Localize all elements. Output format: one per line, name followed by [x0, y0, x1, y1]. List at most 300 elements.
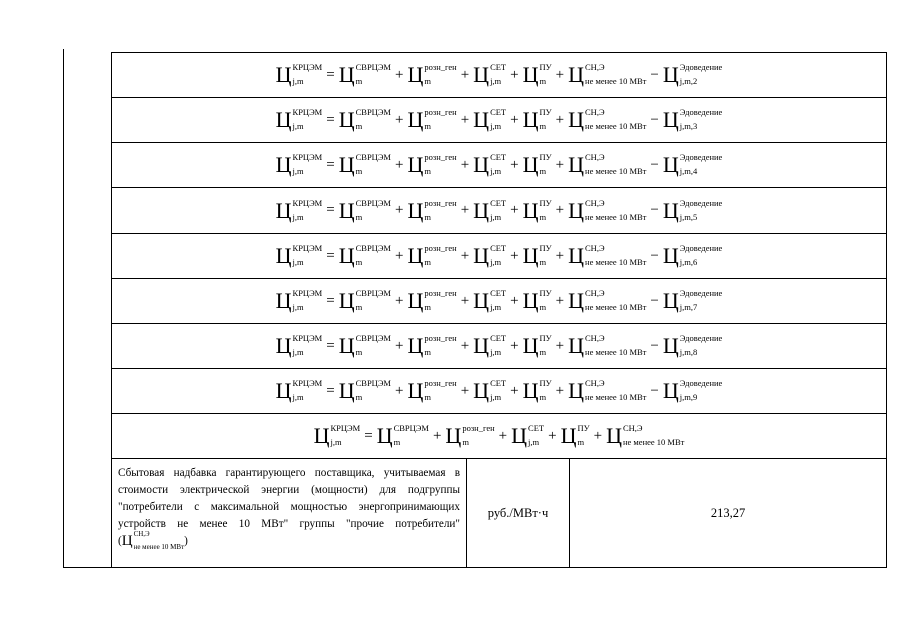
term-rozn-gen — [407, 154, 456, 176]
lhs-term — [276, 64, 323, 86]
equals-sign: = — [326, 156, 335, 173]
term-set-superscript: СЕТ — [490, 333, 507, 344]
minus-sign: − — [650, 66, 659, 83]
term-set — [473, 335, 506, 357]
term-rozn-gen-superscript: розн_ген — [424, 107, 457, 118]
lhs-term — [276, 290, 323, 312]
lhs-term — [276, 380, 323, 402]
lhs-term-subscript: j,m — [292, 121, 304, 131]
formula — [276, 380, 723, 402]
term-rozn-gen-superscript: розн_ген — [424, 333, 457, 344]
term-set-superscript: СЕТ — [490, 152, 507, 163]
term-rozn-gen-letter: Ц — [445, 423, 462, 448]
lhs-term-letter: Ц — [275, 333, 292, 358]
term-svrcem-superscript: СВРЦЭМ — [355, 243, 391, 254]
lhs-term-subscript: j,m — [292, 166, 304, 176]
term-pu-subscript: m — [539, 347, 547, 357]
formula-row — [111, 413, 887, 458]
lhs-term-letter: Ц — [275, 107, 292, 132]
term-set-superscript: СЕТ — [528, 423, 545, 434]
term-dovedenie-letter: Ц — [662, 197, 679, 223]
term-set-letter: Ц — [473, 152, 490, 177]
term-rozn-gen-letter: Ц — [407, 62, 424, 87]
equals-sign: = — [326, 66, 335, 83]
plus-sign: + — [510, 156, 519, 173]
term-rozn-gen — [445, 425, 494, 447]
term-rozn-gen-letter: Ц — [407, 243, 424, 268]
term-svrcem-letter: Ц — [338, 333, 355, 358]
plus-sign: + — [460, 111, 470, 128]
equals-sign: = — [326, 111, 335, 128]
term-svrcem-subscript: m — [355, 347, 363, 357]
term-set-superscript: СЕТ — [490, 243, 507, 254]
bottom-margin-rule — [63, 567, 111, 568]
lhs-term-letter: Ц — [275, 152, 292, 177]
term-pu-letter: Ц — [522, 378, 539, 403]
lhs-term-superscript: КРЦЭМ — [292, 62, 323, 73]
term-svrcem-letter: Ц — [338, 197, 355, 223]
term-set-subscript: j,m — [528, 437, 540, 447]
term-rozn-gen-superscript: розн_ген — [424, 243, 457, 254]
lhs-term-superscript: КРЦЭМ — [292, 288, 323, 299]
term-pu-superscript: ПУ — [539, 378, 552, 389]
term-sn — [568, 335, 646, 357]
term-sn-subscript: не менее 10 МВт — [585, 302, 647, 312]
lhs-term — [276, 109, 323, 131]
equals-sign: = — [326, 202, 335, 218]
equals-sign: = — [326, 247, 335, 264]
term-dovedenie-subscript: j,m,7 — [679, 302, 698, 312]
term-svrcem-superscript: СВРЦЭМ — [355, 378, 391, 389]
term-pu-subscript: m — [539, 302, 547, 312]
formula-row — [111, 368, 887, 413]
term-sn — [568, 109, 646, 131]
plus-sign: + — [593, 427, 603, 444]
term-set-letter: Ц — [473, 197, 490, 223]
formula-row — [111, 97, 887, 142]
term-svrcem-letter: Ц — [338, 107, 355, 132]
plus-sign: + — [460, 382, 470, 399]
symbol-open-paren: ( — [118, 535, 122, 548]
symbol-close-paren: ) — [184, 535, 188, 548]
term-dovedenie-letter: Ц — [662, 107, 679, 132]
lhs-term-letter: Ц — [275, 243, 292, 268]
plus-sign: + — [394, 292, 404, 309]
term-sn-subscript: не менее 10 МВт — [585, 76, 647, 86]
term-set-subscript: j,m — [490, 121, 502, 131]
term-dovedenie-superscript: Эдоведение — [679, 243, 723, 254]
formula — [276, 154, 723, 176]
term-dovedenie-subscript: j,m,4 — [679, 166, 698, 176]
term-dovedenie-subscript: j,m,5 — [679, 211, 698, 222]
term-pu — [523, 109, 552, 131]
term-set — [473, 64, 506, 86]
term-set-superscript: СЕТ — [490, 107, 507, 118]
minus-sign: − — [650, 292, 659, 309]
term-set-letter: Ц — [473, 288, 490, 313]
formula-row — [111, 52, 887, 97]
term-dovedenie — [663, 109, 722, 131]
plus-sign: + — [460, 66, 470, 83]
lhs-term-letter: Ц — [275, 62, 292, 87]
term-svrcem-superscript: СВРЦЭМ — [393, 423, 429, 434]
formula-row — [111, 187, 887, 233]
lhs-term-subscript: j,m — [292, 347, 304, 357]
term-pu-letter: Ц — [560, 423, 577, 448]
term-rozn-gen — [407, 335, 456, 357]
term-svrcem — [339, 154, 391, 176]
term-sn-subscript: не менее 10 МВт — [585, 211, 647, 222]
term-sn-subscript: не менее 10 МВт — [585, 121, 647, 131]
term-svrcem-letter: Ц — [338, 243, 355, 268]
plus-sign: + — [510, 111, 519, 128]
lhs-term-superscript: КРЦЭМ — [330, 423, 361, 434]
term-set-letter: Ц — [473, 333, 490, 358]
lhs-term — [276, 335, 323, 357]
term-pu-superscript: ПУ — [539, 197, 552, 208]
lhs-term-subscript: j,m — [330, 437, 342, 447]
term-pu-subscript: m — [539, 211, 547, 222]
term-sn-superscript: СН,Э — [622, 423, 643, 434]
term-pu — [523, 335, 552, 357]
term-pu-superscript: ПУ — [539, 62, 552, 73]
term-svrcem — [339, 380, 391, 402]
term-rozn-gen-letter: Ц — [407, 333, 424, 358]
term-rozn-gen-letter: Ц — [407, 152, 424, 177]
term-rozn-gen-letter: Ц — [407, 107, 424, 132]
plus-sign: + — [460, 337, 470, 354]
term-svrcem-letter: Ц — [376, 423, 393, 448]
term-rozn-gen — [407, 380, 456, 402]
plus-sign: + — [555, 337, 565, 354]
lhs-term — [276, 154, 323, 176]
term-sn-subscript: не менее 10 МВт — [585, 257, 647, 267]
term-rozn-gen-subscript: m — [424, 347, 431, 357]
plus-sign: + — [555, 111, 565, 128]
term-sn-superscript: СН,Э — [585, 197, 605, 208]
term-svrcem — [339, 109, 391, 131]
term-set-letter: Ц — [511, 423, 528, 448]
formula — [276, 335, 723, 357]
term-pu-letter: Ц — [522, 288, 539, 313]
term-dovedenie — [662, 197, 723, 223]
term-rozn-gen-superscript: розн_ген — [424, 152, 457, 163]
minus-sign: − — [650, 156, 659, 173]
term-sn-letter: Ц — [606, 423, 622, 448]
term-dovedenie-letter: Ц — [662, 152, 679, 177]
term-sn-letter: Ц — [568, 62, 585, 87]
plus-sign: + — [460, 156, 470, 173]
term-dovedenie — [663, 380, 722, 402]
term-rozn-gen-subscript: m — [424, 257, 431, 267]
formula — [314, 425, 685, 447]
lhs-term-letter: Ц — [275, 288, 292, 313]
term-dovedenie-subscript: j,m,2 — [679, 76, 698, 86]
term-set-subscript: j,m — [490, 166, 502, 176]
term-rozn-gen — [407, 290, 456, 312]
surcharge-symbol — [118, 530, 188, 551]
term-set-letter: Ц — [473, 107, 490, 132]
term-pu-superscript: ПУ — [539, 107, 552, 118]
term-sn-letter: Ц — [568, 288, 585, 313]
plus-sign: + — [498, 427, 508, 444]
term-set-subscript: j,m — [490, 392, 502, 402]
term-rozn-gen-subscript: m — [424, 76, 431, 86]
lhs-term-superscript: КРЦЭМ — [292, 107, 323, 118]
term-set — [473, 109, 506, 131]
plus-sign: + — [394, 156, 404, 173]
term-dovedenie-superscript: Эдоведение — [679, 378, 723, 389]
term-set — [473, 290, 506, 312]
term-set-letter: Ц — [473, 62, 490, 87]
formula-row — [111, 142, 887, 187]
term-sn — [606, 425, 684, 447]
term-svrcem-subscript: m — [355, 257, 363, 267]
term-pu-letter: Ц — [522, 243, 539, 268]
term-pu-superscript: ПУ — [539, 288, 552, 299]
formula — [276, 64, 723, 86]
term-rozn-gen — [407, 64, 456, 86]
term-svrcem — [339, 245, 391, 267]
term-pu-subscript: m — [539, 257, 547, 267]
lhs-term-superscript: КРЦЭМ — [292, 243, 323, 254]
term-rozn-gen-letter: Ц — [407, 378, 424, 403]
term-svrcem — [377, 425, 429, 447]
lhs-term-letter: Ц — [275, 378, 292, 403]
term-pu — [523, 290, 552, 312]
minus-sign: − — [650, 382, 659, 399]
term-rozn-gen-superscript: розн_ген — [462, 423, 495, 434]
minus-sign: − — [650, 337, 659, 354]
term-rozn-gen-letter: Ц — [407, 197, 424, 223]
term-set-subscript: j,m — [490, 211, 502, 222]
term-set-superscript: СЕТ — [490, 197, 507, 208]
formula-row — [111, 278, 887, 323]
term-set — [473, 380, 506, 402]
plus-sign: + — [548, 427, 557, 444]
term-pu-subscript: m — [539, 392, 547, 402]
term-svrcem — [339, 64, 391, 86]
term-svrcem — [338, 197, 391, 223]
term-pu-subscript: m — [577, 437, 585, 447]
term-set-letter: Ц — [473, 243, 490, 268]
term-rozn-gen-superscript: розн_ген — [424, 197, 457, 208]
formula — [276, 290, 723, 312]
plus-sign: + — [555, 66, 565, 83]
term-pu-subscript: m — [539, 121, 547, 131]
term-rozn-gen-superscript: розн_ген — [424, 288, 457, 299]
term-sn — [568, 64, 646, 86]
term-set-subscript: j,m — [490, 257, 502, 267]
term-sn-superscript: СН,Э — [585, 288, 605, 299]
term-sn-superscript: СН,Э — [585, 243, 605, 254]
lhs-term — [276, 245, 323, 267]
plus-sign: + — [510, 202, 519, 218]
term-sn-superscript: СН,Э — [585, 378, 605, 389]
minus-sign: − — [650, 111, 659, 128]
plus-sign: + — [555, 247, 565, 264]
term-rozn-gen-letter: Ц — [407, 288, 424, 313]
plus-sign: + — [555, 292, 565, 309]
plus-sign: + — [432, 427, 442, 444]
term-rozn-gen-subscript: m — [424, 302, 431, 312]
plus-sign: + — [510, 292, 519, 309]
term-pu-letter: Ц — [522, 62, 539, 87]
term-svrcem-subscript: m — [355, 121, 363, 131]
plus-sign: + — [394, 111, 404, 128]
term-rozn-gen — [407, 197, 457, 223]
term-rozn-gen-superscript: розн_ген — [424, 62, 457, 73]
term-set-superscript: СЕТ — [490, 378, 507, 389]
lhs-term — [275, 197, 323, 223]
equals-sign: = — [326, 292, 335, 309]
term-svrcem-letter: Ц — [338, 378, 355, 403]
term-sn-superscript: СН,Э — [585, 152, 605, 163]
surcharge-description — [112, 459, 467, 567]
unit-cell: руб./МВт·ч — [467, 459, 570, 567]
term-sn-letter: Ц — [568, 107, 585, 132]
term-svrcem-letter: Ц — [338, 288, 355, 313]
term-pu — [523, 64, 552, 86]
lhs-term-subscript: j,m — [292, 302, 304, 312]
term-rozn-gen-superscript: розн_ген — [424, 378, 457, 389]
term-pu-letter: Ц — [522, 107, 539, 132]
term-dovedenie-letter: Ц — [662, 288, 679, 313]
term-sn — [568, 290, 646, 312]
plus-sign: + — [510, 66, 519, 83]
lhs-term-superscript: КРЦЭМ — [292, 333, 323, 344]
term-dovedenie-superscript: Эдоведение — [679, 288, 723, 299]
plus-sign: + — [460, 202, 470, 218]
term-svrcem-subscript: m — [355, 302, 363, 312]
term-dovedenie-subscript: j,m,6 — [679, 257, 698, 267]
term-pu-subscript: m — [539, 76, 547, 86]
term-pu-superscript: ПУ — [577, 423, 590, 434]
term-sn-superscript: СН,Э — [585, 333, 605, 344]
lhs-term-letter: Ц — [275, 197, 292, 223]
term-sn-subscript: не менее 10 МВт — [585, 347, 647, 357]
term-set-subscript: j,m — [490, 302, 502, 312]
term-dovedenie-superscript: Эдоведение — [679, 152, 723, 163]
term-pu-superscript: ПУ — [539, 333, 552, 344]
term-rozn-gen — [407, 245, 456, 267]
term-set — [473, 197, 507, 223]
term-pu — [561, 425, 590, 447]
term-dovedenie-superscript: Эдоведение — [679, 333, 723, 344]
term-set-letter: Ц — [473, 378, 490, 403]
term-sn — [568, 245, 646, 267]
term-sn-subscript: не менее 10 МВт — [585, 392, 647, 402]
plus-sign: + — [394, 66, 404, 83]
lhs-term-subscript: j,m — [292, 76, 304, 86]
term-dovedenie-superscript: Эдоведение — [679, 197, 723, 208]
term-dovedenie — [663, 245, 722, 267]
term-svrcem-superscript: СВРЦЭМ — [355, 197, 391, 208]
term-rozn-gen-subscript: m — [424, 392, 431, 402]
plus-sign: + — [394, 382, 404, 399]
term-sn-letter: Ц — [568, 197, 585, 223]
term-svrcem-superscript: СВРЦЭМ — [355, 107, 391, 118]
term-sn-letter: Ц — [568, 378, 585, 403]
formula-row — [111, 323, 887, 368]
term-sn — [568, 154, 646, 176]
term-rozn-gen-subscript: m — [424, 121, 431, 131]
term-rozn-gen-subscript: m — [424, 211, 431, 222]
term-sn-superscript: СН,Э — [585, 62, 605, 73]
minus-sign: − — [650, 202, 659, 218]
term-svrcem-subscript: m — [355, 166, 363, 176]
surcharge-description-text: Сбытовая надбавка гарантирующего поставщика, учитываемая в стоимости электрической энергии (мощности) для подгруппы "потребители с максимальной мощностью энергопринимающих устройств не менее 10 МВт" группы "прочие потребители" — [118, 467, 460, 531]
symbol-superscript: СН,Э — [133, 530, 150, 539]
term-set-superscript: СЕТ — [490, 62, 507, 73]
term-svrcem-subscript: m — [355, 392, 363, 402]
lhs-term — [314, 425, 361, 447]
lhs-term-subscript: j,m — [292, 211, 304, 222]
plus-sign: + — [555, 202, 565, 218]
term-svrcem-superscript: СВРЦЭМ — [355, 333, 391, 344]
term-sn-letter: Ц — [568, 243, 585, 268]
term-dovedenie-subscript: j,m,8 — [679, 347, 698, 357]
term-dovedenie-letter: Ц — [662, 333, 679, 358]
equals-sign: = — [364, 427, 373, 444]
term-set-subscript: j,m — [490, 76, 502, 86]
term-svrcem — [339, 335, 391, 357]
term-set — [473, 245, 506, 267]
term-pu-superscript: ПУ — [539, 243, 552, 254]
plus-sign: + — [510, 337, 519, 354]
term-pu — [523, 154, 552, 176]
term-svrcem-superscript: СВРЦЭМ — [355, 152, 391, 163]
term-svrcem-subscript: m — [393, 437, 401, 447]
term-sn-letter: Ц — [568, 152, 585, 177]
plus-sign: + — [460, 292, 470, 309]
term-pu-letter: Ц — [522, 333, 539, 358]
term-set-superscript: СЕТ — [490, 288, 507, 299]
symbol-subscript: не менее 10 МВт — [133, 542, 185, 551]
term-sn — [568, 380, 646, 402]
term-pu-superscript: ПУ — [539, 152, 552, 163]
term-rozn-gen — [407, 109, 456, 131]
lhs-term-superscript: КРЦЭМ — [292, 197, 323, 208]
plus-sign: + — [510, 247, 519, 264]
term-dovedenie — [663, 154, 722, 176]
formula — [275, 197, 723, 223]
term-svrcem-superscript: СВРЦЭМ — [355, 288, 391, 299]
lhs-term-subscript: j,m — [292, 392, 304, 402]
term-sn — [568, 197, 647, 223]
formula — [276, 109, 723, 131]
plus-sign: + — [394, 337, 404, 354]
term-pu — [523, 245, 552, 267]
term-set — [473, 154, 506, 176]
term-sn-letter: Ц — [568, 333, 585, 358]
plus-sign: + — [555, 156, 565, 173]
term-svrcem-letter: Ц — [338, 152, 355, 177]
lhs-term-superscript: КРЦЭМ — [292, 378, 323, 389]
term-set — [511, 425, 544, 447]
plus-sign: + — [394, 247, 404, 264]
formula — [276, 245, 723, 267]
minus-sign: − — [650, 247, 659, 264]
plus-sign: + — [510, 382, 519, 399]
lhs-term-letter: Ц — [313, 423, 330, 448]
term-dovedenie-letter: Ц — [662, 243, 679, 268]
term-dovedenie-subscript: j,m,3 — [679, 121, 698, 131]
term-dovedenie-letter: Ц — [662, 378, 679, 403]
plus-sign: + — [555, 382, 565, 399]
plus-sign: + — [460, 247, 470, 264]
equals-sign: = — [326, 337, 335, 354]
